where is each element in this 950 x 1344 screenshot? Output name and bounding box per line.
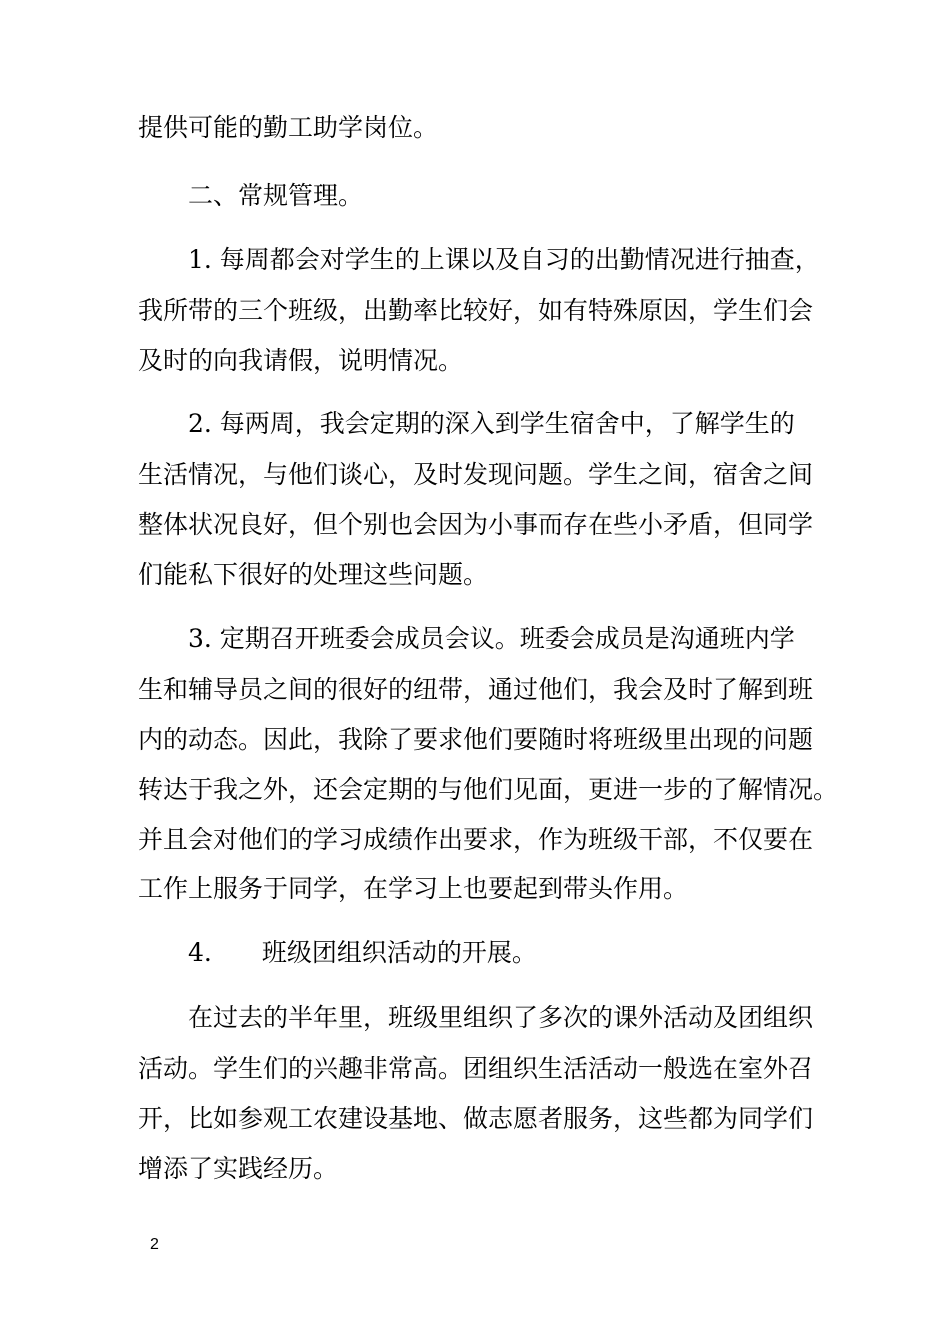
text-line: 转达于我之外，还会定期的与他们见面，更进一步的了解情况。 (138, 775, 839, 804)
text-line: 生活情况，与他们谈心，及时发现问题。学生之间，宿舍之间 (138, 460, 814, 489)
text-line: 及时的向我请假，说明情况。 (138, 346, 464, 375)
section-heading: 二、常规管理。 (188, 181, 364, 210)
text-line: 内的动态。因此，我除了要求他们要随时将班级里出现的问题 (138, 725, 814, 754)
text-line: 开，比如参观工农建设基地、做志愿者服务，这些都为同学们 (138, 1104, 814, 1133)
page-number: 2 (150, 1236, 159, 1253)
text-line: 我所带的三个班级，出勤率比较好，如有特殊原因，学生们会 (138, 296, 814, 325)
text-line: 们能私下很好的处理这些问题。 (138, 560, 489, 589)
text-line: 1. 每周都会对学生的上课以及自习的出勤情况进行抽查， (188, 245, 820, 274)
text-line: 活动。学生们的兴趣非常高。团组织生活活动一般选在室外召 (138, 1054, 814, 1083)
text-line: 3. 定期召开班委会成员会议。班委会成员是沟通班内学 (188, 624, 795, 653)
text-line: 在过去的半年里，班级里组织了多次的课外活动及团组织 (188, 1003, 814, 1032)
section-heading: 4. 班级团组织活动的开展。 (188, 938, 537, 967)
text-line: 2. 每两周，我会定期的深入到学生宿舍中，了解学生的 (188, 409, 795, 438)
text-line: 工作上服务于同学，在学习上也要起到带头作用。 (138, 874, 689, 903)
text-line: 生和辅导员之间的很好的纽带，通过他们，我会及时了解到班 (138, 675, 814, 704)
text-line: 增添了实践经历。 (138, 1154, 339, 1183)
text-line: 提供可能的勤工助学岗位。 (138, 113, 439, 142)
text-line: 并且会对他们的学习成绩作出要求，作为班级干部，不仅要在 (138, 825, 814, 854)
text-line: 整体状况良好，但个别也会因为小事而存在些小矛盾，但同学 (138, 510, 814, 539)
